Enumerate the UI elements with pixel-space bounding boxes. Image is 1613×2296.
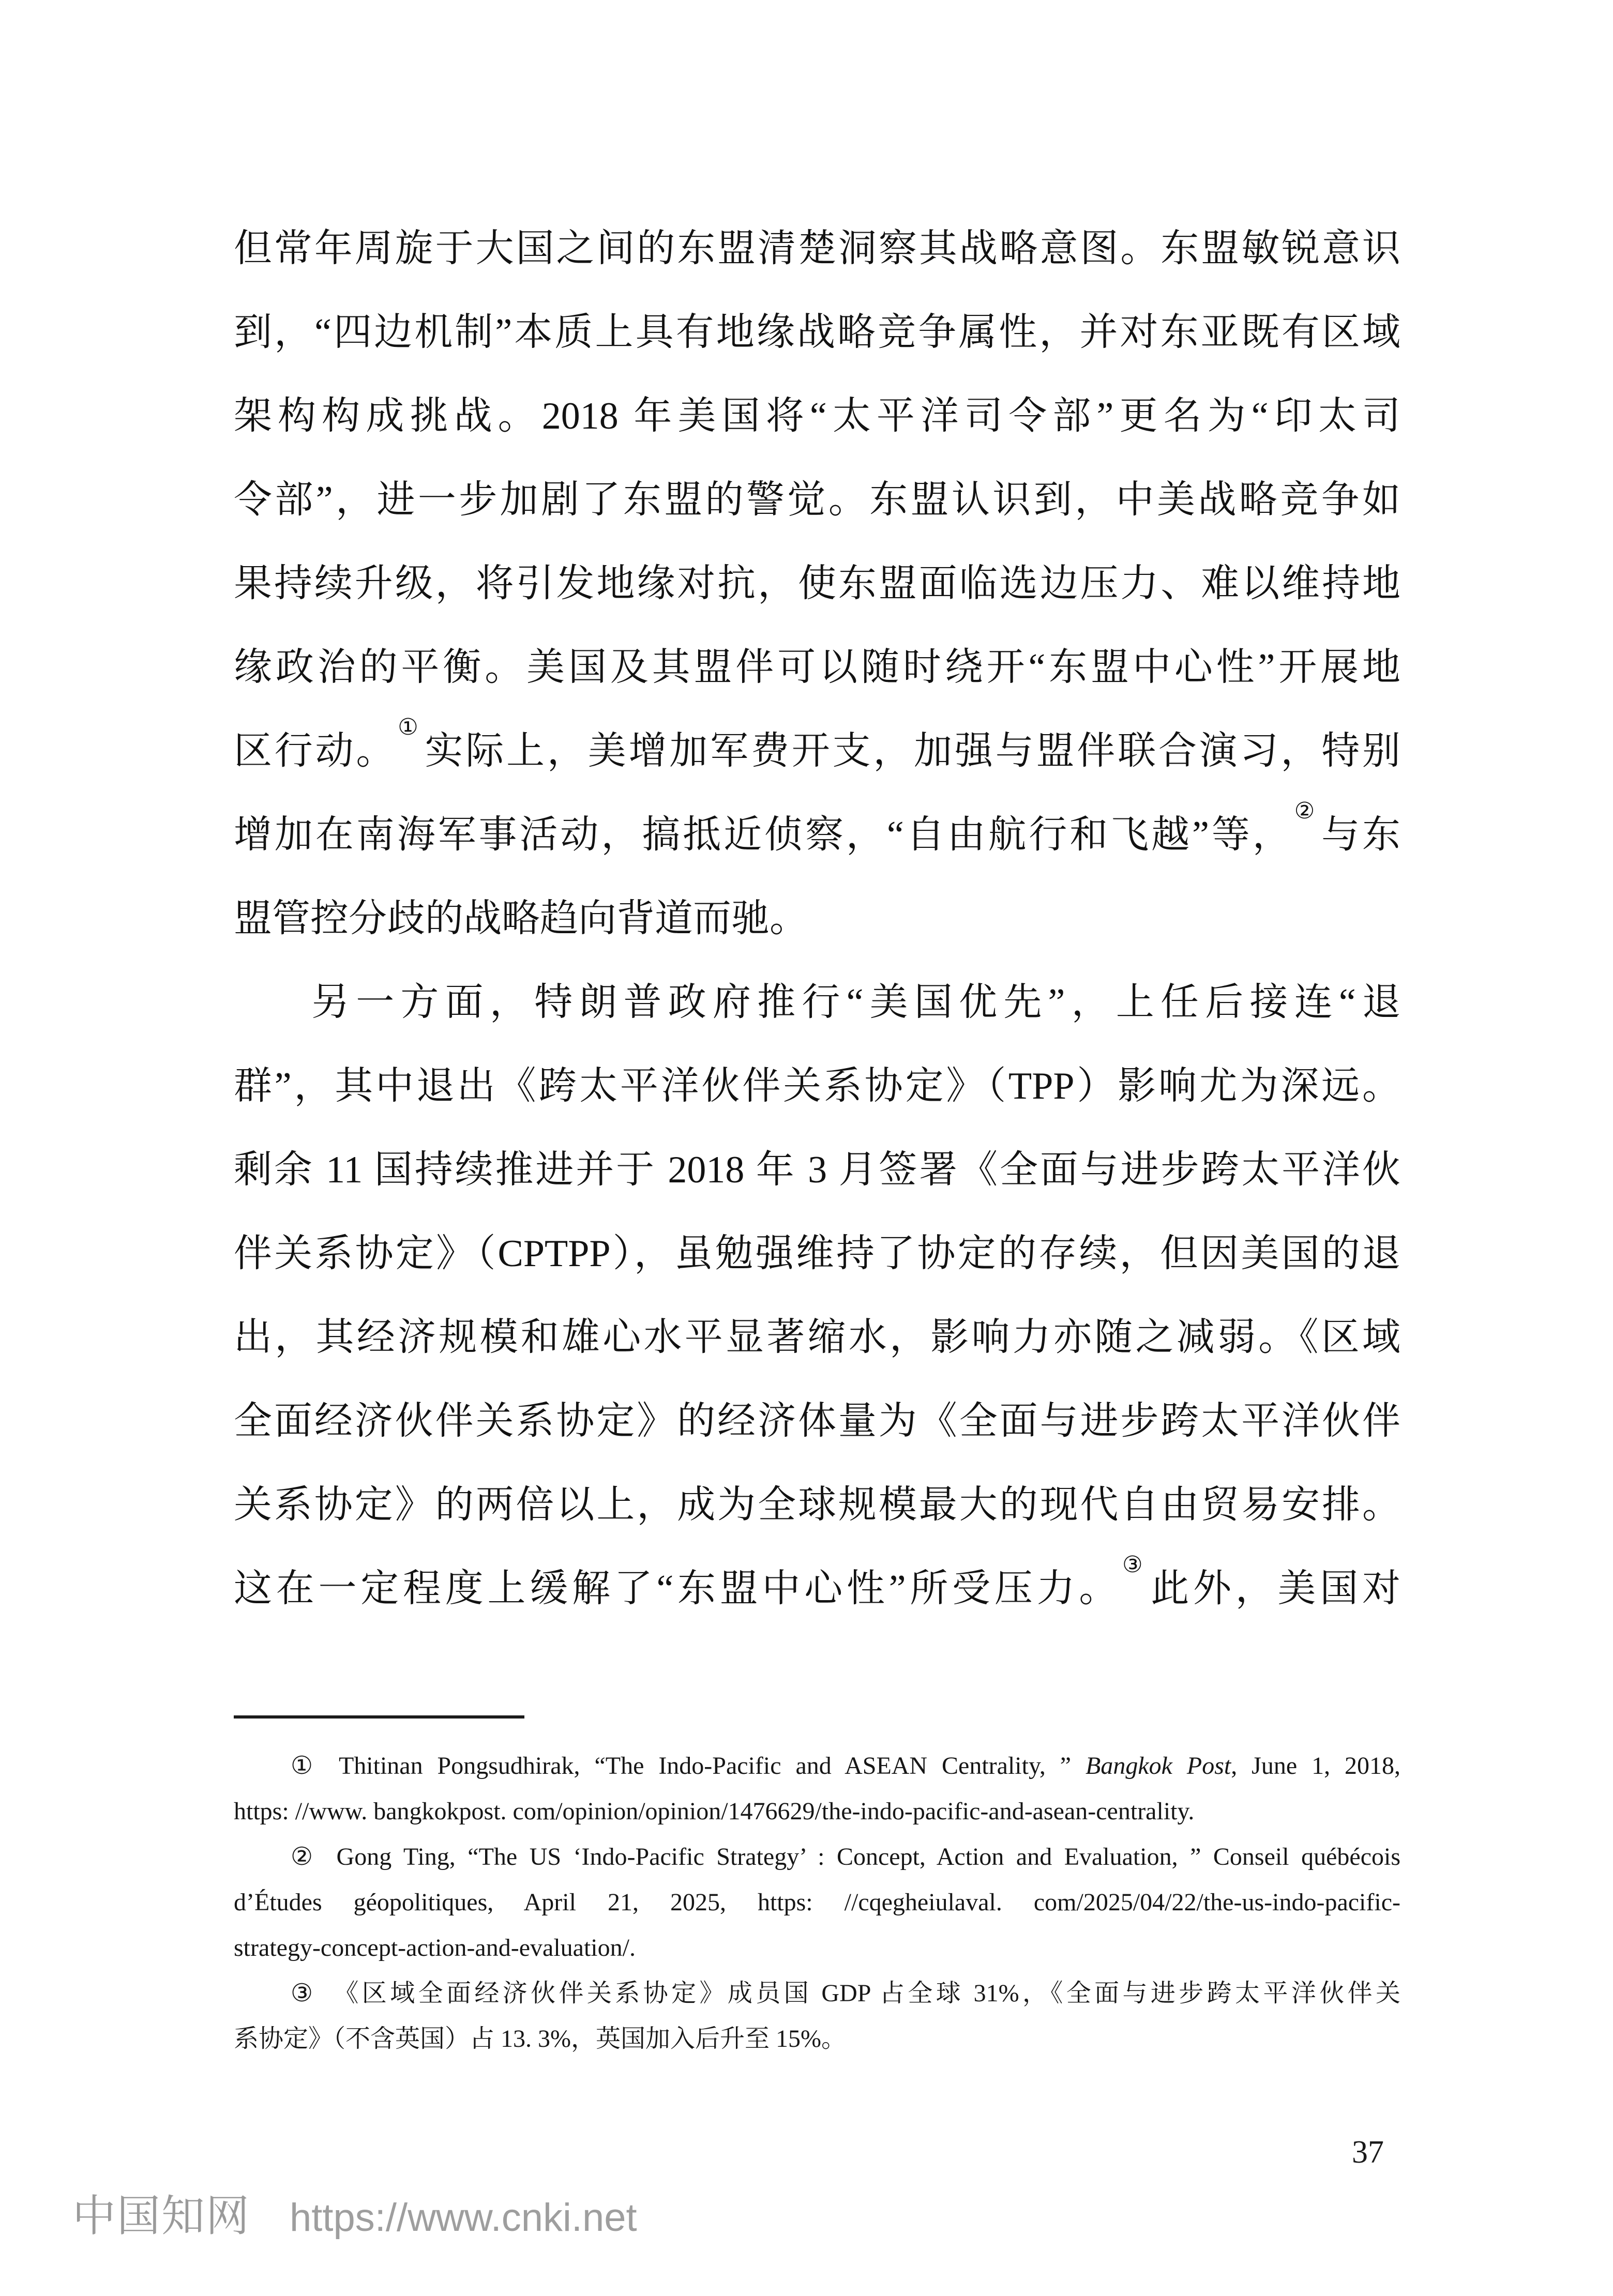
footnote-text: , June 1, 2018, <box>1231 1752 1401 1780</box>
text-line: 另一方面，特朗普政府推行“美国优先”，上任后接连“退 <box>311 981 1400 1024</box>
footnote-2-line-2: d’Études géopolitiques, April 21, 2025, https: //cqegheiulaval. com/2025/04/22/the-us-indo-pacific- <box>234 1889 1400 1916</box>
footnote-2-line-1 <box>234 1834 1400 1880</box>
footnote-text: 《区域全面经济伙伴关系协定》成员国 GDP 占全球 31%，《全面与进步跨太平洋伙伴关 <box>334 1980 1400 2007</box>
text-segment: 此外，美国对 <box>1151 1568 1401 1610</box>
text-line: 缘政治的平衡。美国及其盟伴可以随时绕开“东盟中心性”开展地 <box>234 646 1400 689</box>
text-segment: 与东 <box>1321 814 1401 856</box>
footnote-3-line-2: 系协定》（不含英国）占 13. 3%，英国加入后升至 15%。 <box>234 2025 846 2052</box>
text-line: 架构构成挑战。2018 年美国将“太平洋司令部”更名为“印太司 <box>234 395 1400 437</box>
footnote-1-number: ① <box>291 1752 321 1780</box>
text-line <box>234 1547 1400 1631</box>
text-line: 果持续升级，将引发地缘对抗，使东盟面临选边压力、难以维持地 <box>234 562 1400 605</box>
cnki-watermark-logo: 中国知网 <box>72 2193 251 2241</box>
text-line: 关系协定》的两倍以上，成为全球规模最大的现代自由贸易安排。 <box>234 1484 1400 1526</box>
footnote-2-line-3: strategy-concept-action-and-evaluation/. <box>234 1934 636 1962</box>
text-line: 群”，其中退出《跨太平洋伙伴关系协定》（TPP）影响尤为深远。 <box>234 1065 1400 1107</box>
footnote-1-line-2: https: //www. bangkokpost. com/opinion/opinion/1476629/the-indo-pacific-and-asean-centrality. <box>234 1798 1195 1825</box>
text-line: 伴关系协定》（CPTPP），虽勉强维持了协定的存续，但因美国的退 <box>234 1233 1400 1275</box>
footnote-journal-name: Bangkok Post <box>1086 1752 1231 1780</box>
cnki-watermark-url: https://www.cnki.net <box>290 2196 637 2240</box>
footnote-text: Thitinan Pongsudhirak, “The Indo-Pacific and ASEAN Centrality, ” <box>338 1752 1086 1780</box>
footnote-ref-1: ① <box>398 714 421 740</box>
footnote-3-number: ③ <box>291 1980 316 2007</box>
footnote-ref-3: ③ <box>1122 1552 1147 1578</box>
text-line <box>234 709 1400 793</box>
footnote-ref-2: ② <box>1294 798 1318 824</box>
footnote-text: Gong Ting, “The US ‘Indo-Pacific Strategy’ : Concept, Action and Evaluation, ” Conseil québécois <box>336 1843 1401 1871</box>
footnote-3-line-1 <box>234 1971 1400 2016</box>
text-segment: 增加在南海军事活动，搞抵近侦察，“自由航行和飞越”等， <box>234 814 1293 856</box>
text-line: 出，其经济规模和雄心水平显著缩水，影响力亦随之减弱。《区域 <box>234 1316 1400 1359</box>
text-line <box>234 793 1400 877</box>
footnote-2-number: ② <box>291 1843 319 1871</box>
text-line: 盟管控分歧的战略趋向背道而驰。 <box>234 898 808 940</box>
footnote-separator <box>234 1715 524 1719</box>
text-line: 令部”，进一步加剧了东盟的警觉。东盟认识到，中美战略竞争如 <box>234 479 1400 521</box>
page-number: 37 <box>1352 2135 1384 2170</box>
text-line: 剩余 11 国持续推进并于 2018 年 3 月签署《全面与进步跨太平洋伙 <box>234 1149 1400 1191</box>
footnote-1-line-1 <box>234 1743 1400 1789</box>
text-line: 到，“四边机制”本质上具有地缘战略竞争属性，并对东亚既有区域 <box>234 311 1400 354</box>
text-line: 但常年周旋于大国之间的东盟清楚洞察其战略意图。东盟敏锐意识 <box>234 227 1400 270</box>
text-line: 全面经济伙伴关系协定》的经济体量为《全面与进步跨太平洋伙伴 <box>234 1400 1400 1442</box>
text-segment: 这在一定程度上缓解了“东盟中心性”所受压力。 <box>234 1568 1122 1610</box>
main-text-block <box>234 207 1400 1631</box>
text-segment: 区行动。 <box>234 730 397 772</box>
text-segment: 实际上，美增加军费开支，加强与盟伴联合演习，特别 <box>425 730 1401 772</box>
footnotes-block <box>234 1743 1400 2062</box>
